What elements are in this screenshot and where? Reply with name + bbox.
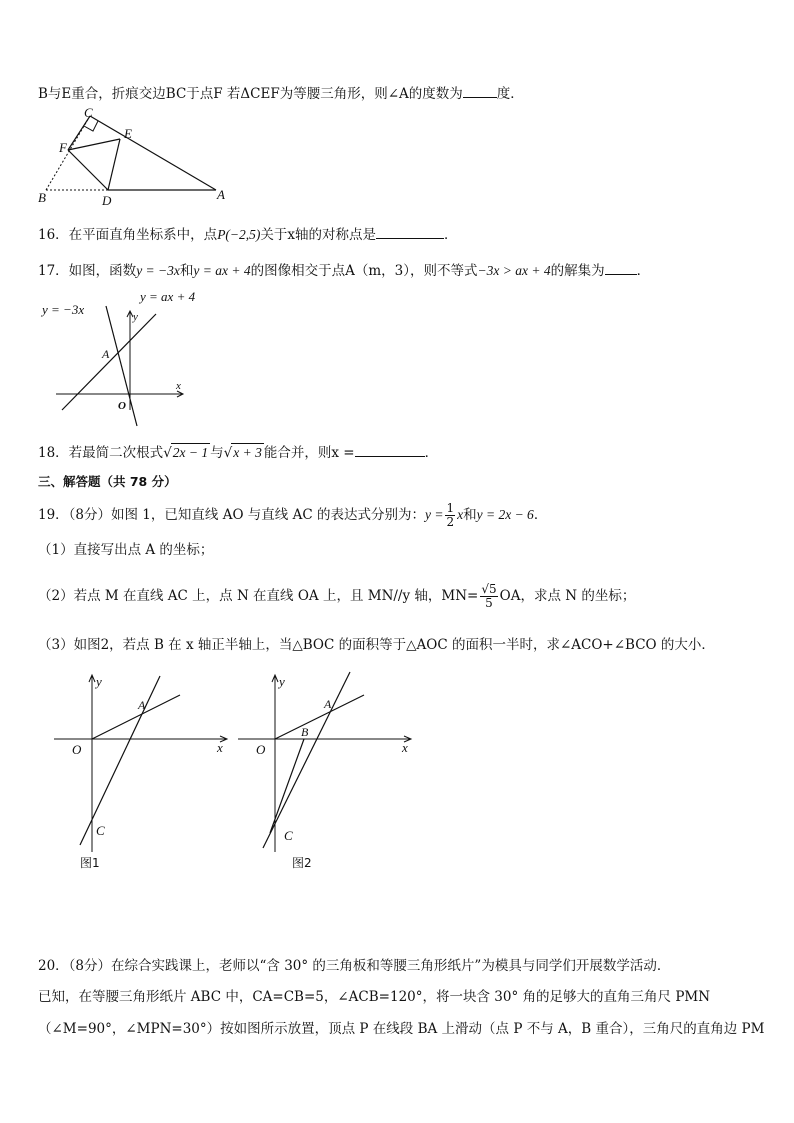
- q20-line-3: （∠M=90°，∠MPN=30°）按如图所示放置，顶点 P 在线段 BA 上滑动（点 P 不与 A，B 重合），三角尺的直角边 PM: [38, 1021, 765, 1037]
- fig17-line-f2: [62, 314, 156, 410]
- q16-text-2: 关于x轴的对称点是: [260, 227, 377, 243]
- fig2-line-ac: [263, 672, 350, 848]
- fig17-y-label: y: [133, 311, 138, 323]
- fig2-label-o: O: [256, 742, 266, 757]
- q15-text-end: 度．: [496, 86, 524, 102]
- fig1-label-a: A: [138, 698, 146, 712]
- fig15-segment-fd: [68, 150, 108, 190]
- q19-eq1-fraction: [445, 502, 455, 529]
- fig15-label-a: A: [217, 187, 225, 202]
- q19-part2-fraction: [480, 583, 497, 610]
- q16-line: [38, 224, 458, 244]
- fig15-label-e: E: [124, 126, 132, 141]
- q19-part2-den: 5: [485, 596, 493, 610]
- fig15-segment-fc: [68, 116, 90, 150]
- q16-end: ．: [444, 227, 458, 243]
- fig17-label-f2: y = ax + 4: [140, 289, 196, 304]
- q17-answer-blank[interactable]: [605, 260, 637, 275]
- fig15-label-b: B: [38, 190, 46, 205]
- fig2-x-label: x: [402, 740, 408, 755]
- q19-eq1-post: x: [457, 507, 464, 522]
- fig1-caption: 图1: [80, 856, 100, 870]
- q16-answer-blank[interactable]: [376, 224, 444, 239]
- q19-eq2: y = 2x − 6: [476, 507, 534, 522]
- q16-point: P(−2,5): [217, 227, 261, 242]
- q18-mid: 与: [210, 445, 224, 461]
- fig1-y-label: y: [96, 674, 102, 689]
- fig2-caption: 图2: [292, 856, 312, 870]
- q19-part2-pre: （2）若点 M 在直线 AC 上，点 N 在直线 OA 上，且 MN//y 轴，MN=: [38, 588, 479, 604]
- section-heading: 三、解答题（共 78 分）: [38, 474, 177, 489]
- q19-part3: （3）如图2，若点 B 在 x 轴正半轴上，当△BOC 的面积等于△AOC 的面积一半时，求∠ACO+∠BCO 的大小．: [38, 637, 715, 653]
- q19-intro-line: [38, 502, 547, 529]
- fig15-label-d: D: [102, 193, 112, 206]
- q18-text-post: 能合并，则x =: [263, 445, 355, 461]
- q18-radicand-1: 2x − 1: [172, 445, 209, 460]
- q17-text-post: 的解集为: [550, 263, 605, 279]
- q17-text: 17．如图，函数: [38, 263, 137, 279]
- q15-text: B与E重合，折痕交边BC于点F 若ΔCEF为等腰三角形，则∠A的度数为: [38, 86, 463, 102]
- q17-figure: [36, 286, 216, 432]
- q20-line-2: 已知，在等腰三角形纸片 ABC 中，CA=CB=5，∠ACB=120°，将一块含 30° 角的足够大的直角三角尺 PMN: [38, 989, 711, 1005]
- q18-answer-blank[interactable]: [355, 442, 425, 457]
- fig1-line-ao: [92, 695, 180, 739]
- q17-line: [38, 260, 650, 280]
- fig17-point-a: A: [102, 347, 110, 361]
- q17-f1: y = −3x: [136, 263, 180, 278]
- q19-eq1-den: 2: [446, 515, 455, 529]
- fig2-label-a: A: [324, 697, 332, 711]
- fig17-origin: O: [118, 400, 126, 412]
- q19-figures: [50, 670, 430, 875]
- fig1-label-c: C: [96, 823, 105, 838]
- fig17-x-label: x: [176, 380, 181, 392]
- q15-tail-line: [38, 83, 524, 103]
- q17-f2: y = ax + 4: [193, 263, 251, 278]
- q19-part1: （1）直接写出点 A 的坐标；: [38, 542, 214, 558]
- q18-line: 18．若最简二次根式√2x − 1 与√x + 3 能合并，则x = ．: [38, 442, 438, 462]
- q17-and: 和: [179, 263, 194, 279]
- fig15-label-f: F: [59, 140, 67, 155]
- fig15-label-c: C: [84, 106, 93, 120]
- q19-part2-line: [38, 583, 635, 610]
- fig2-label-c: C: [284, 828, 293, 843]
- q17-text-mid: 的图像相交于点A（m，3），则不等式: [250, 263, 478, 279]
- q19-and: 和: [463, 507, 477, 523]
- fig2-label-b: B: [301, 725, 309, 739]
- fig17-label-f1: y = −3x: [42, 302, 85, 317]
- q15-answer-blank[interactable]: [463, 83, 497, 98]
- q19-eq1-pre: y =: [424, 507, 444, 522]
- q17-inequality: −3x > ax + 4: [477, 263, 551, 278]
- fig15-segment-de: [108, 139, 120, 190]
- fig15-segment-ca: [90, 116, 216, 190]
- q20-line-1: 20．（8分）在综合实践课上，老师以“含 30° 的三角板和等腰三角形纸片”为模具与同学们开展数学活动．: [38, 958, 671, 974]
- q19-part2-num: √5: [481, 582, 497, 596]
- q18-text: 18．若最简二次根式: [38, 445, 164, 461]
- fig1-x-label: x: [217, 740, 223, 755]
- q19-eq1-num: 1: [446, 501, 455, 515]
- q18-end: ．: [424, 445, 439, 461]
- q17-end: ．: [636, 263, 651, 279]
- q15-figure: [36, 106, 236, 206]
- q18-radicand-2: x + 3: [233, 445, 262, 460]
- fig2-y-label: y: [279, 674, 285, 689]
- q19-end: ．: [533, 507, 548, 523]
- q19-part2-post: OA，求点 N 的坐标；: [499, 588, 636, 604]
- q19-intro: 19．（8分）如图 1，已知直线 AO 与直线 AC 的表达式分别为：: [38, 507, 425, 523]
- q16-text: 16．在平面直角坐标系中，点: [38, 227, 218, 243]
- fig1-label-o: O: [72, 742, 82, 757]
